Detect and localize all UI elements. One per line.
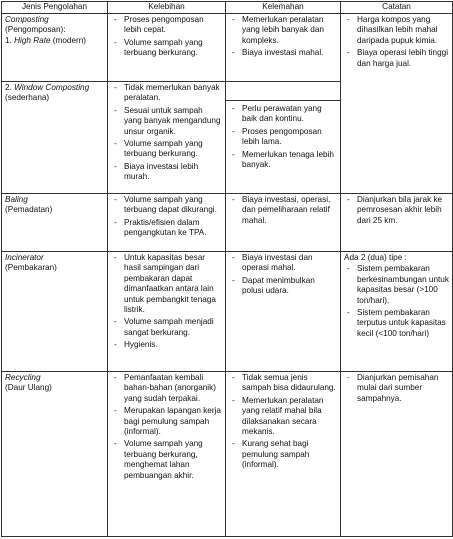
list-item: - Biaya investasi dan operasi mahal. [229,253,337,274]
catatan-list [344,15,449,69]
row-name-rest: (Pengomposan): [5,25,66,35]
list-item: - Memerlukan peralatan yang relatif mahal bila dilaksanakan secara mekanis. [229,396,337,438]
cell-kelebihan [108,14,226,82]
row-name-sub [5,83,104,93]
row-name-sub-prefix: 1. [5,35,15,45]
cell-kelebihan [108,372,226,537]
header-kelebihan: Kelebihan [108,2,226,14]
cell-catatan [341,14,453,194]
row-name-sub-rest: (modern) [50,35,87,45]
list-item: - Merupakan lapangan kerja bagi pemulung sampah (informal). [111,406,222,437]
cell-kelemahan [226,252,341,372]
row-name-sub2: (Pembakaran) [5,263,57,273]
catatan-lead: Ada 2 (dua) tipe : [344,253,407,262]
cell-jenis [2,252,108,372]
list-item: - Hygienis. [111,340,222,350]
list-item: - Tidak semua jenis sampah bisa didaurulang. [229,373,337,394]
kelemahan-list [229,195,337,226]
list-item: - Proses pengomposan lebih lama. [229,127,337,148]
cell-jenis [2,14,108,82]
row-name-sub2: (Daur Ulang) [5,383,52,393]
list-item: - Sistem pembakaran berkesinambungan untuk kapasitas besar (>100 ton/hari). [344,264,449,306]
row-name-main: Incinerator [5,253,44,262]
list-item: - Memerlukan peralatan yang lebih banyak dan kompleks. [229,15,337,46]
row-name-main: Recycling [5,373,41,382]
table-row-composting-high-rate [2,14,453,82]
row-name-sub [5,36,104,46]
kelebihan-list [111,373,222,481]
table-row-recycling [2,372,453,537]
cell-kelebihan [108,82,226,194]
cell-kelemahan [226,194,341,252]
list-item: - Volume sampah yang terbuang berkurang, menghemat lahan pembuangan akhir. [111,439,222,481]
kelebihan-list [111,83,222,183]
catatan-list [344,264,449,339]
catatan-list [344,195,449,226]
list-item: - Praktis/efisien dalam pengangkutan ke TPA. [111,218,222,239]
row-name-sub-italic: Window Composting [14,83,90,92]
kelemahan-list [229,253,337,297]
cell-jenis [2,82,108,194]
list-item: - Volume sampah yang terbuang berkurang. [111,38,222,59]
kelebihan-list [111,253,222,351]
cell-kelemahan [226,82,341,194]
cell-catatan [341,372,453,537]
list-item: - Untuk kapasitas besar hasil sampingan dari pembakaran dapat dimanfaatkan antara lain untuk pembangkit tenaga listrik. [111,253,222,315]
list-item: - Biaya operasi lebih tinggi dan harga jual. [344,48,449,69]
cell-kelebihan [108,252,226,372]
row-name-sub2: (sederhana) [5,93,50,103]
table-row-incinerator [2,252,453,372]
row-name-sub-italic: High Rate [14,35,51,45]
cell-catatan [341,194,453,252]
kelebihan-list [111,195,222,239]
list-item: - Volume sampah yang terbuang dapat dikurangi. [111,195,222,216]
list-item: - Biaya investasi lebih murah. [111,162,222,183]
empty-subcell [226,82,340,101]
header-row [2,2,453,14]
list-item: - Memerlukan tenaga lebih banyak. [229,150,337,171]
list-item: - Dianjurkan bila jarak ke pemrosesan akhir lebih dari 25 km. [344,195,449,226]
list-item: - Kurang sehat bagi pemulung sampah (informal). [229,439,337,470]
waste-processing-table [1,1,453,537]
row-name-main: Composting [5,15,49,24]
list-item: - Perlu perawatan yang baik dan kontinu. [229,104,337,125]
list-item: - Volume sampah yang terbuang berkurang. [111,139,222,160]
row-name-main: Baling [5,195,28,204]
list-item: - Biaya investasi, operasi, dan pemeliharaan relatif mahal. [229,195,337,226]
list-item: - Pemanfaatan kembali bahan-bahan (anorganik) yang sudah terpakai. [111,373,222,404]
row-name-sub-prefix: 2. [5,83,15,92]
cell-jenis [2,194,108,252]
list-item: - Sesuai untuk sampah yang banyak mengandung unsur organik. [111,106,222,137]
list-item: - Volume sampah menjadi sangat berkurang. [111,317,222,338]
kelemahan-list [229,373,337,471]
cell-kelemahan [226,372,341,537]
list-item: - Dianjurkan pemisahan mulai dari sumber sampahnya. [344,373,449,404]
list-item: - Harga kompos yang dihasilkan lebih mahal daripada pupuk kimia. [344,15,449,46]
list-item: - Sistem pembakaran terputus untuk kapasitas kecil (<100 ton/hari) [344,308,449,339]
kelemahan-list [229,15,337,59]
kelemahan-list [229,104,337,170]
list-item: - Dapat menimbulkan polusi udara. [229,276,337,297]
header-catatan: Catatan [341,2,453,14]
kelebihan-list [111,15,222,59]
cell-catatan [341,252,453,372]
list-item: - Biaya investasi mahal. [229,48,337,58]
catatan-list [344,373,449,404]
row-name-sub2: (Pemadatan) [5,205,53,215]
header-jenis: Jenis Pengolahan [2,2,108,14]
cell-kelemahan [226,14,341,82]
table-row-baling [2,194,453,252]
header-kelemahan: Kelemahan [226,2,341,14]
list-item: - Proses pengomposan lebih cepat. [111,15,222,36]
cell-kelebihan [108,194,226,252]
cell-jenis [2,372,108,537]
list-item: - Tidak memerlukan banyak peralatan. [111,83,222,104]
kelemahan-subcell [226,101,340,173]
